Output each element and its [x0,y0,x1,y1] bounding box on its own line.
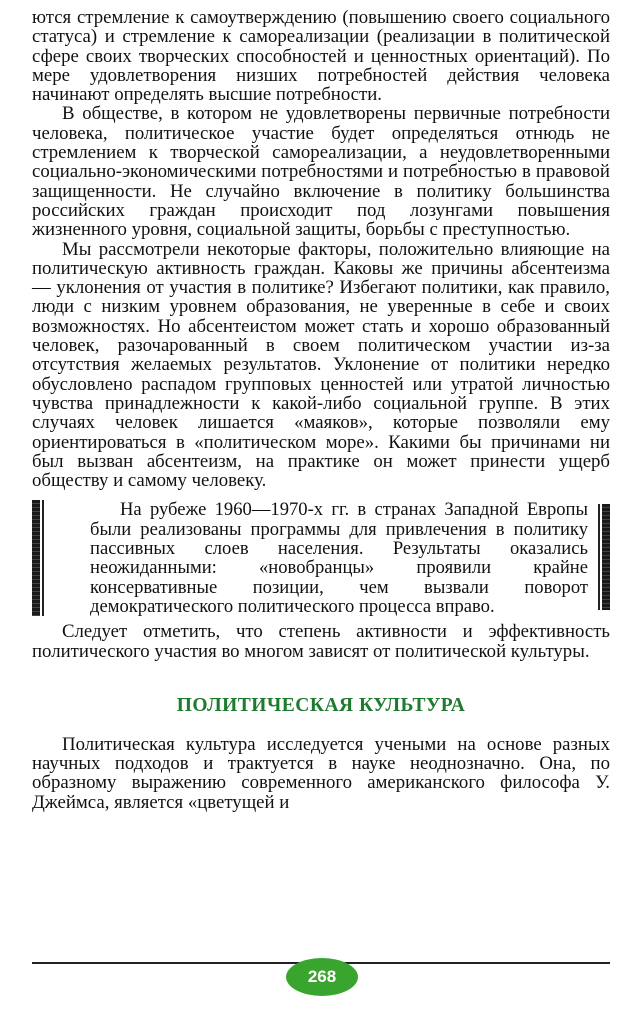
paragraph-4: Следует отметить, что степень активности и эффективность политического участия во многом зависят от политической культуры. [32,621,610,662]
paragraph-2: В обществе, в котором не удовлетворены первичные потребности человека, политическое участие будет определяться отнюдь не стремлением к творческой самореализации, а неудовлетворенными социально-экономическими потребностями и потребностью в правовой защищенности. Не случайно включение в политику большинства российских граждан происходит под лозунгами повышения жизненного уровня, социальной защиты, борьбы с преступностью. [32,103,610,241]
section-paragraph: Политическая культура исследуется учеными на основе разных научных подходов и трактуется в науке неоднозначно. Она, по образному выражению современного американского философа У. Джеймса, является «цветущей и [32,733,610,813]
callout-right-bar [602,504,610,610]
page-footer [32,958,610,1008]
paragraph-3: Мы рассмотрели некоторые факторы, положительно влияющие на политическую активность граждан. Каковы же причины абсентеизма — уклонения от участия в политике? Избегают политики, как правило, люди с низким уровнем образования, не уверенные в себе и своих возможностях. Но абсентеистом может стать и хорошо образованный человек, разочарованный в своем политическом участии из-за отсутствия желаемых результатов. Уклонение от политики нередко обусловлено распадом групповых ценностей или утратой личностью чувства принадлежности к какой-либо социальной группе. В этих случаях человек лишается «маяков», которые позволяли ему ориентироваться в «политическом море». Какими бы причинами ни был вызван абсентеизм, на практике он может принести ущерб обществу и самому человеку. [32,238,610,492]
body-text-after-callout [32,622,610,661]
paragraph-1: ются стремление к самоутверждению (повышению своего социального статуса) и стремление к самореализации (реализации в политической сфере своих творческих способностей и ценностных ориентаций). По мере удовлетворения низших потребностей действия человека начинают определять высшие потребности. [32,7,610,106]
section-heading: ПОЛИТИЧЕСКАЯ КУЛЬТУРА [176,694,466,716]
body-text [32,8,610,490]
callout-left-bar [32,500,40,616]
page-number-badge [286,958,358,996]
callout-text: На рубеже 1960—1970-х гг. в странах Западной Европы были реализованы программы для привлечения в политику пассивных слоев населения. Результаты оказались неожиданными: «новобранцы» проявили крайне консервативные позиции, чем вызвали поворот демократического политического процесса вправо. [90,499,588,617]
callout-box [32,498,610,616]
page-content [32,8,610,812]
section-body [32,735,610,812]
page-number: 268 [307,967,337,986]
